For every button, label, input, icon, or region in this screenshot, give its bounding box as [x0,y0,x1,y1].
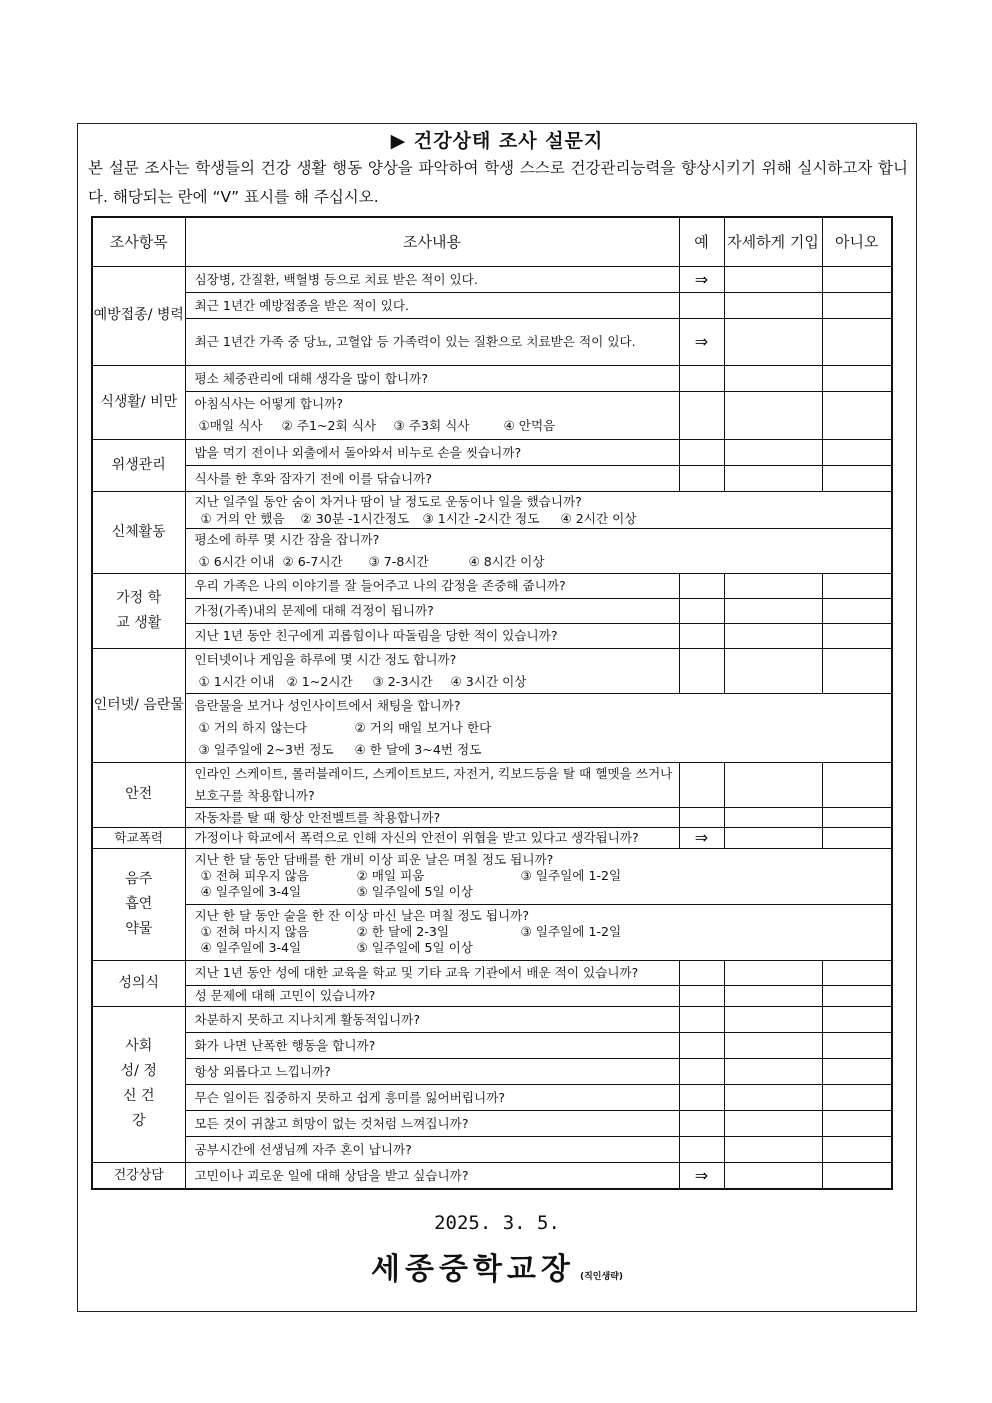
options-i1 [195,671,679,693]
option: ④ 8시간 이상 [468,553,545,569]
table-row [92,266,892,292]
question-p1: 심장병, 간질환, 백혈병 등으로 치료 받은 적이 있다. [185,266,679,292]
detail-cell[interactable] [724,1162,822,1189]
yes-cell[interactable] [679,1058,724,1084]
no-cell[interactable] [822,391,892,439]
yes-cell[interactable] [679,648,724,693]
yes-cell[interactable] [679,573,724,598]
options-sub1 [195,868,892,884]
detail-cell[interactable] [724,960,822,985]
category-sexuality: 성의식 [92,960,185,1006]
option: ① 1시간 이내 [198,673,275,689]
yes-cell[interactable] [679,1006,724,1032]
table-row [92,598,892,623]
survey-document [77,123,917,1312]
header-detail: 자세하게 기입 [724,217,822,266]
option: ④ 일주일에 3-4일 [200,940,302,955]
no-cell[interactable] [822,1032,892,1058]
question-p2: 최근 1년간 예방접종을 받은 적이 있다. [185,292,679,318]
detail-cell[interactable] [724,439,822,465]
no-cell[interactable] [822,1136,892,1162]
no-cell[interactable] [822,598,892,623]
question-sub2: 지난 한 달 동안 술을 한 잔 이상 마신 날은 며칠 정도 됩니까? [194,908,530,923]
table-row [92,573,892,598]
detail-cell[interactable] [724,827,822,848]
question-m5: 모든 것이 귀찮고 희망이 없는 것처럼 느껴집니까? [185,1110,679,1136]
options-sub2 [195,924,892,940]
category-family: 가정 학교 생활 [92,573,185,648]
option: ② 매일 피움 [356,868,425,883]
question-x2: 성 문제에 대해 고민이 있습니까? [185,985,679,1006]
question-h2: 식사를 한 후와 잠자기 전에 이를 닦습니까? [185,465,679,491]
option: ④ 3시간 이상 [450,673,527,689]
category-diet: 식생활/ 비만 [92,365,185,439]
question-m2: 화가 나면 난폭한 행동을 합니까? [185,1032,679,1058]
no-cell[interactable] [822,827,892,848]
table-row [92,960,892,985]
table-row [92,1058,892,1084]
table-row [92,623,892,648]
no-cell[interactable] [822,1084,892,1110]
table-row [92,1032,892,1058]
issue-date: 2025. 3. 5. [434,1212,560,1234]
no-cell[interactable] [822,1058,892,1084]
detail-cell[interactable] [724,623,822,648]
question-sub1: 지난 한 달 동안 담배를 한 개비 이상 피운 날은 며칠 정도 됩니까? [194,852,554,867]
question-h1: 밥을 먹기 전이나 외출에서 돌아와서 비누로 손을 씻습니까? [185,439,679,465]
header-row [92,217,892,266]
detail-cell[interactable] [724,318,822,365]
table-row [92,693,892,762]
question-i1-cell [185,648,679,693]
option: ② 주1~2회 식사 [281,418,377,433]
category-counsel: 건강상담 [92,1162,185,1189]
option: ② 거의 매일 보거나 한다 [354,719,492,735]
category-internet: 인터넷/ 음란물 [92,648,185,762]
table-row [92,439,892,465]
options-d2 [195,415,679,437]
table-row [92,465,892,491]
signature-line [78,1244,916,1288]
yes-cell[interactable] [679,391,724,439]
options-i2-row2 [195,739,892,761]
question-f3: 지난 1년 동안 친구에게 괴롭힘이나 따돌림을 당한 적이 있습니까? [185,623,679,648]
detail-cell[interactable] [724,365,822,391]
detail-cell[interactable] [724,1058,822,1084]
category-substance: 음주 흡연 약물 [92,848,185,960]
arrow-mark: ⇒ [679,318,724,365]
table-row [92,985,892,1006]
category-violence: 학교폭력 [92,827,185,848]
options-i2 [195,717,892,739]
seal-note: (직인생략) [579,1272,623,1282]
header-category: 조사항목 [92,217,185,266]
no-cell[interactable] [822,365,892,391]
question-s2: 자동차를 탈 때 항상 안전벨트를 착용합니까? [185,807,679,827]
no-cell[interactable] [822,439,892,465]
option: ③ 일주일에 1-2일 [520,924,622,939]
option: ② 30분 -1시간정도 [300,510,410,526]
yes-cell[interactable] [679,1136,724,1162]
no-cell[interactable] [822,623,892,648]
table-row [92,827,892,848]
yes-cell[interactable] [679,1032,724,1058]
option: ①매일 식사 [198,418,263,433]
no-cell[interactable] [822,292,892,318]
table-row [92,1006,892,1032]
question-i2: 음란물을 보거나 성인사이트에서 채팅을 합니까? [194,697,461,713]
option: ① 전혀 마시지 않음 [200,924,309,939]
question-d1: 평소 체중관리에 대해 생각을 많이 합니까? [185,365,679,391]
option: ① 거의 하지 않는다 [198,719,307,735]
no-cell[interactable] [822,648,892,693]
table-row [92,1084,892,1110]
table-row [92,292,892,318]
table-row [92,528,892,573]
no-cell[interactable] [822,318,892,365]
table-row [92,848,892,904]
no-cell[interactable] [822,1110,892,1136]
question-sub2-cell [185,904,892,960]
option: ③ 1시간 -2시간 정도 [422,510,540,526]
arrow-mark: ⇒ [679,827,724,848]
question-p3: 최근 1년간 가족 중 당뇨, 고혈압 등 가족력이 있는 질환으로 치료받은 적이 있다. [185,318,679,365]
yes-cell[interactable] [679,598,724,623]
header-content: 조사내용 [185,217,679,266]
table-row [92,762,892,807]
yes-cell[interactable] [679,1084,724,1110]
option: ① 6시간 이내 [198,553,275,569]
table-row [92,491,892,528]
arrow-mark: ⇒ [679,1162,724,1189]
option: ③ 일주일에 1-2일 [520,868,622,883]
option: ④ 안먹음 [503,418,556,433]
detail-cell[interactable] [724,1084,822,1110]
detail-cell[interactable] [724,762,822,807]
table-row [92,904,892,960]
document-title: ▶ 건강상태 조사 설문지 [390,130,604,152]
table-row [92,648,892,693]
category-safety: 안전 [92,762,185,827]
table-row [92,1110,892,1136]
question-a1: 지난 일주일 동안 숨이 차거나 땀이 날 정도로 운동이나 일을 했습니까? [194,493,582,509]
option: ④ 한 달에 3~4번 정도 [354,741,482,757]
detail-cell[interactable] [724,266,822,292]
table-row [92,365,892,391]
table-row [92,318,892,365]
option: ② 1~2시간 [286,673,353,689]
detail-cell[interactable] [724,807,822,827]
arrow-mark: ⇒ [679,266,724,292]
no-cell[interactable] [822,1006,892,1032]
detail-cell[interactable] [724,598,822,623]
question-m1: 차분하지 못하고 지나치게 활동적입니까? [185,1006,679,1032]
yes-cell[interactable] [679,985,724,1006]
detail-cell[interactable] [724,465,822,491]
yes-cell[interactable] [679,960,724,985]
no-cell[interactable] [822,985,892,1006]
school-name: 세종중학교장 [371,1252,575,1287]
option: ② 한 달에 2-3일 [356,924,450,939]
option: ③ 일주일에 2~3번 정도 [198,741,334,757]
options-sub1-row2 [195,884,892,900]
header-yes: 예 [679,217,724,266]
yes-cell[interactable] [679,292,724,318]
table-row [92,807,892,827]
yes-cell[interactable] [679,623,724,648]
option: ⑤ 일주일에 5일 이상 [356,884,473,899]
no-cell[interactable] [822,807,892,827]
table-row [92,1162,892,1189]
no-cell[interactable] [822,762,892,807]
question-d2: 아침식사는 어떻게 합니까? [194,396,344,411]
yes-cell[interactable] [679,365,724,391]
question-m3: 항상 외롭다고 느낍니까? [185,1058,679,1084]
detail-cell[interactable] [724,391,822,439]
question-sub1-cell [185,848,892,904]
question-m4: 무슨 일이든 집중하지 못하고 쉽게 흥미를 잃어버립니까? [185,1084,679,1110]
option: ③ 주3회 식사 [393,418,470,433]
options-a2 [195,551,892,573]
survey-table [91,216,893,1190]
option: ④ 일주일에 3-4일 [200,884,302,899]
detail-cell[interactable] [724,1110,822,1136]
category-prevention: 예방접종/ 병력 [92,266,185,365]
yes-cell[interactable] [679,1110,724,1136]
question-s1: 인라인 스케이트, 롤러블레이드, 스케이트보드, 자전거, 킥보드등을 탈 때 헬멧을 쓰거나 보호구를 착용합니까? [185,762,679,807]
option: ② 6-7시간 [282,553,343,569]
no-cell[interactable] [822,465,892,491]
no-cell[interactable] [822,266,892,292]
question-i2-cell [185,693,892,762]
yes-cell[interactable] [679,439,724,465]
yes-cell[interactable] [679,465,724,491]
question-i1: 인터넷이나 게임을 하루에 몇 시간 정도 합니까? [194,651,457,667]
no-cell[interactable] [822,573,892,598]
question-a2-cell [185,528,892,573]
option: ④ 2시간 이상 [560,510,637,526]
question-c1: 고민이나 괴로운 일에 대해 상담을 받고 싶습니까? [185,1162,679,1189]
question-f1: 우리 가족은 나의 이야기를 잘 들어주고 나의 감정을 존중해 줍니까? [185,573,679,598]
table-row [92,391,892,439]
option: ① 거의 안 했음 [200,510,285,526]
category-physical: 신체활동 [92,491,185,573]
detail-cell[interactable] [724,573,822,598]
question-x1: 지난 1년 동안 성에 대한 교육을 학교 및 기타 교육 기관에서 배운 적이 있습니까? [185,960,679,985]
question-f2: 가정(가족)내의 문제에 대해 걱정이 됩니까? [185,598,679,623]
question-d2-cell [185,391,679,439]
question-v1: 가정이나 학교에서 폭력으로 인해 자신의 안전이 위협을 받고 있다고 생각됩니까? [185,827,679,848]
option: ① 전혀 피우지 않음 [200,868,309,883]
detail-cell[interactable] [724,1136,822,1162]
detail-cell[interactable] [724,292,822,318]
question-a2: 평소에 하루 몇 시간 잠을 잡니까? [194,531,380,547]
question-a1-cell [185,491,892,528]
detail-cell[interactable] [724,648,822,693]
intro-text: 본 설문 조사는 학생들의 건강 생활 행동 양상을 파악하여 학생 스스로 건강관리능력을 향상시키기 위해 실시하고자 합니다. 해당되는 란에 “V” 표시를 해 주십시오. [88,159,908,206]
yes-cell[interactable] [679,807,724,827]
option: ⑤ 일주일에 5일 이상 [356,940,473,955]
no-cell[interactable] [822,960,892,985]
options-a1 [195,510,892,527]
detail-cell[interactable] [724,1006,822,1032]
option: ③ 7-8시간 [368,553,429,569]
option: ③ 2-3시간 [372,673,433,689]
category-social: 사회 성/ 정신 건강 [92,1006,185,1162]
question-m6: 공부시간에 선생님께 자주 혼이 납니까? [185,1136,679,1162]
detail-cell[interactable] [724,985,822,1006]
header-no: 아니오 [822,217,892,266]
table-row [92,1136,892,1162]
options-sub2-row2 [195,940,892,956]
no-cell[interactable] [822,1162,892,1189]
yes-cell[interactable] [679,762,724,807]
detail-cell[interactable] [724,1032,822,1058]
category-hygiene: 위생관리 [92,439,185,491]
